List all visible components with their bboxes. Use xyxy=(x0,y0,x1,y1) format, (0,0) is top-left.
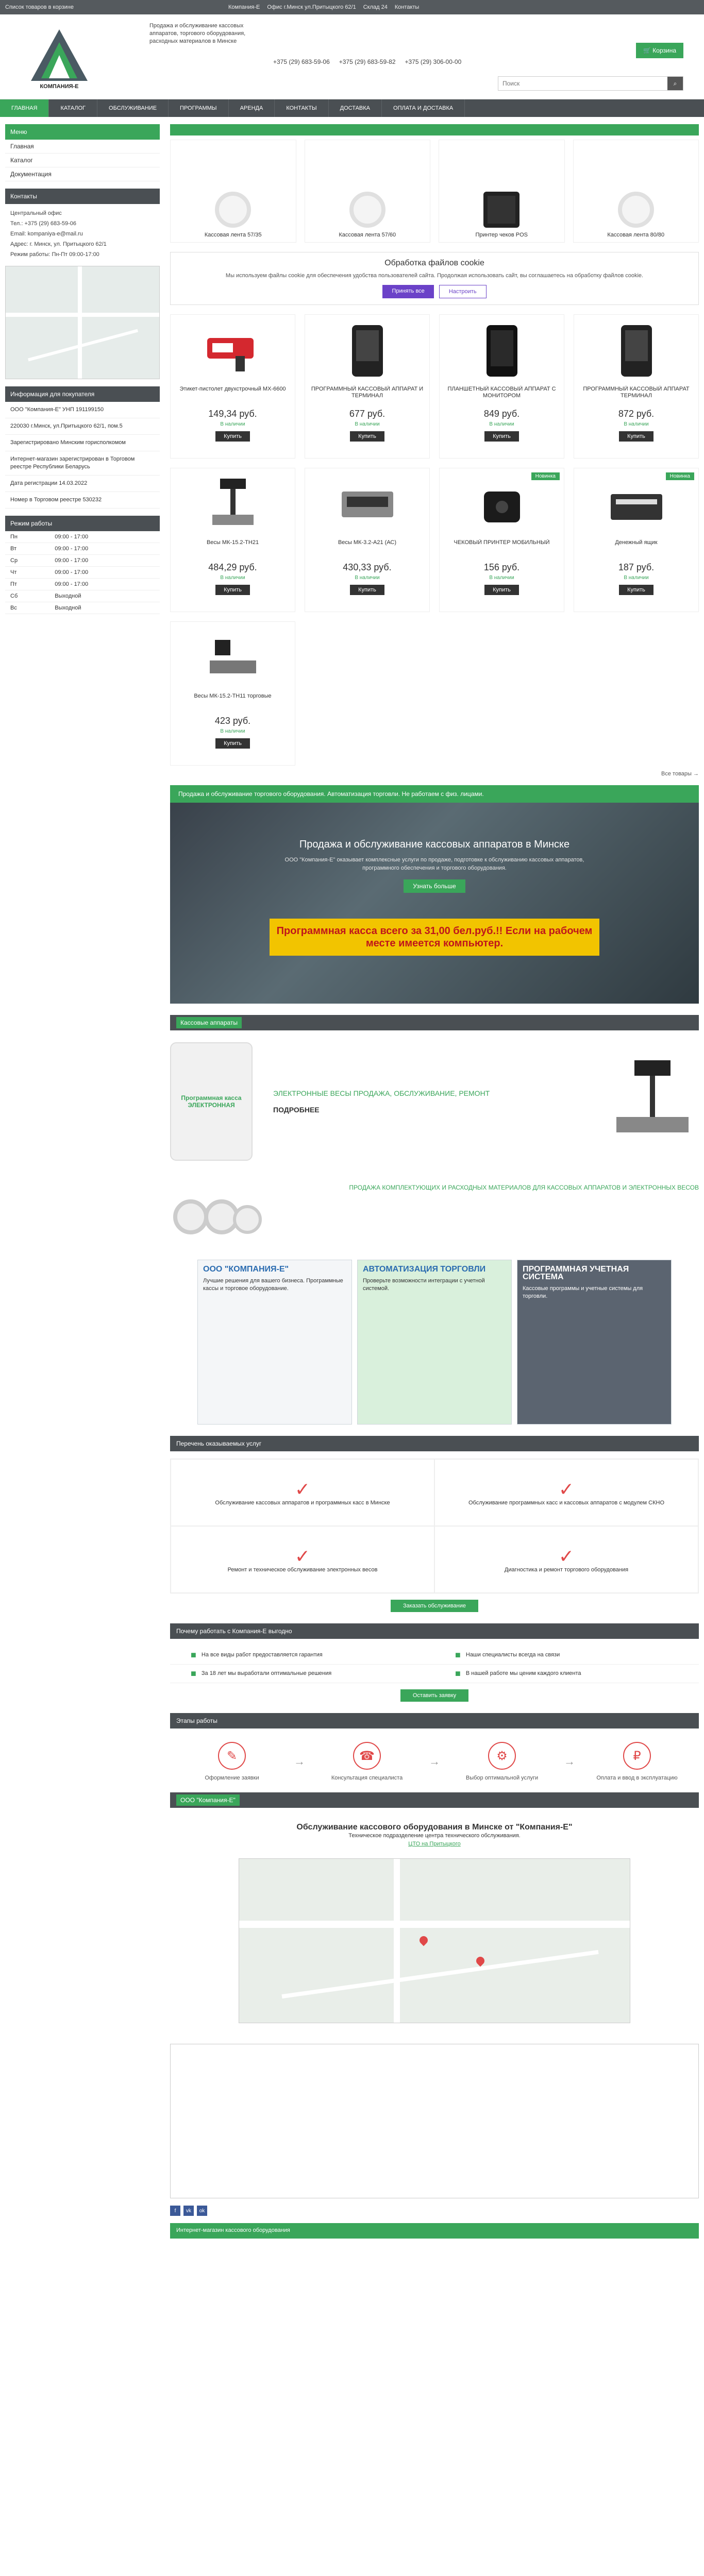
document-icon: ✎ xyxy=(218,1742,246,1770)
sidebar-menu xyxy=(5,124,160,181)
topbar-text: Список товаров в корзине xyxy=(5,4,74,10)
product-card[interactable]: Весы МК-15.2-ТН21 484,29 руб. В наличии Купить xyxy=(170,468,295,612)
map-pin-icon[interactable] xyxy=(418,1935,430,1946)
hours-table: Пн 09:00 - 17:00 Вт 09:00 - 17:00 Ср 09:00 - 17:00 Чт 09:00 - 17:00 Пт 09:00 - 17:00 Сб Выходной Вс Выходной xyxy=(5,531,160,614)
info-item: Зарегистрировано Минским горисполкомом xyxy=(5,435,160,451)
logo-icon xyxy=(28,27,90,83)
step-item: ⚙ Выбор оптимальной услуги xyxy=(461,1742,543,1781)
sidebar-map[interactable] xyxy=(5,266,160,379)
phone[interactable]: +375 (29) 306-00-00 xyxy=(405,58,462,65)
reasons-title: Почему работать с Компания-Е выгодно xyxy=(170,1623,699,1639)
sidebar xyxy=(5,117,160,2239)
page-layout xyxy=(0,117,704,2239)
ad-card[interactable]: АВТОМАТИЗАЦИЯ ТОРГОВЛИ Проверьте возможности интеграции с учетной системой. xyxy=(357,1260,512,1425)
search-icon[interactable]: ⌕ xyxy=(667,77,683,90)
social-links xyxy=(170,2206,699,2216)
gear-icon: ⚙ xyxy=(488,1742,516,1770)
section-title: Кассовые аппараты xyxy=(170,1015,699,1030)
step-item: ₽ Оплата и ввод в эксплуатацию xyxy=(596,1742,678,1781)
location-map[interactable] xyxy=(239,1858,630,2023)
reason-item: ■ На все виды работ предоставляется гарантия xyxy=(170,1646,434,1665)
product-card[interactable]: Новинка ЧЕКОВЫЙ ПРИНТЕР МОБИЛЬНЫЙ 156 руб. В наличии Купить xyxy=(439,468,564,612)
cookie-settings-button[interactable]: Настроить xyxy=(439,285,487,298)
nav-item[interactable]: КОНТАКТЫ xyxy=(275,99,328,117)
about-text: Техническое подразделение центра технического обслуживания. xyxy=(348,1833,521,1839)
buy-button[interactable]: Купить xyxy=(619,585,653,595)
check-icon: ✓ xyxy=(558,1546,575,1567)
services-title: Перечень оказываемых услуг xyxy=(170,1436,699,1451)
hero-title: Продажа и обслуживание кассовых аппаратов в Минске xyxy=(299,839,570,850)
scale-icon xyxy=(202,627,264,689)
hero-button[interactable]: Узнать больше xyxy=(404,879,465,893)
category-row xyxy=(170,140,699,243)
tablet-pos-icon xyxy=(471,320,533,382)
header-description: Продажа и обслуживание кассовых аппаратов, торгового оборудования, расходных материалов в Минске xyxy=(149,23,246,44)
nav-item[interactable]: АРЕНДА xyxy=(229,99,275,117)
topbar xyxy=(0,0,704,14)
nav-item[interactable]: ОБСЛУЖИВАНИЕ xyxy=(97,99,169,117)
reason-item: ■ Наши специалисты всегда на связи xyxy=(434,1646,699,1665)
contacts-title: Контакты xyxy=(5,189,160,204)
ad-card[interactable]: ООО "КОМПАНИЯ-Е" Лучшие решения для вашего бизнеса. Программные кассы и торговое оборудование. xyxy=(197,1260,352,1425)
buy-button[interactable]: Купить xyxy=(619,431,653,442)
check-icon: ✓ xyxy=(558,1479,575,1500)
reason-item: ■ За 18 лет мы выработали оптимальные решения xyxy=(170,1665,434,1683)
step-item: ☎ Консультация специалиста xyxy=(326,1742,408,1781)
scale-icon xyxy=(337,473,398,535)
category-card[interactable]: Принтер чеков POS xyxy=(439,140,565,243)
order-service-button[interactable]: Заказать обслуживание xyxy=(391,1600,478,1612)
paper-roll-icon xyxy=(215,192,251,228)
product-card[interactable]: Весы МК-15.2-ТН11 торговые 423 руб. В наличии Купить xyxy=(170,621,295,766)
contact-line: Центральный офис xyxy=(10,210,62,216)
phone-icon: ☎ xyxy=(353,1742,381,1770)
contact-line: Режим работы: Пн-Пт 09:00-17:00 xyxy=(10,251,99,258)
header-phones xyxy=(273,58,461,65)
buy-button[interactable]: Купить xyxy=(484,431,519,442)
vk-icon[interactable]: vk xyxy=(183,2206,194,2216)
product-card[interactable]: Новинка Денежный ящик 187 руб. В наличии Купить xyxy=(574,468,699,612)
header xyxy=(0,14,704,99)
buy-button[interactable]: Купить xyxy=(350,431,384,442)
cart-label: Корзина xyxy=(652,47,676,54)
contact-line: Адрес: г. Минск, ул. Притыцкого 62/1 xyxy=(10,241,107,247)
check-icon: ✓ xyxy=(294,1546,311,1567)
sidebar-item[interactable]: Документация xyxy=(5,167,160,181)
info-list xyxy=(5,402,160,509)
top-link[interactable]: Контакты xyxy=(394,4,420,10)
scale-icon xyxy=(202,473,264,535)
search-box xyxy=(498,76,683,91)
green-bar: Интернет-магазин кассового оборудования xyxy=(170,2223,699,2239)
pos-terminal-icon xyxy=(606,320,667,382)
category-card[interactable]: Кассовая лента 57/60 xyxy=(305,140,431,243)
receipt-printer-icon xyxy=(471,473,533,535)
top-link[interactable]: Склад 24 xyxy=(363,4,388,10)
pos-terminal-icon xyxy=(337,320,398,382)
paper-rolls-icon xyxy=(170,1191,263,1243)
top-links xyxy=(228,4,419,10)
about-title: Обслуживание кассового оборудования в Минске от "Компания-Е" xyxy=(296,1823,573,1832)
service-item: ✓ Диагностика и ремонт торгового оборудования xyxy=(434,1526,698,1593)
main-content xyxy=(160,117,699,2239)
top-link[interactable]: Офис г.Минск ул.Притыцкого 62/1 xyxy=(267,4,356,10)
buy-button[interactable]: Купить xyxy=(484,585,519,595)
cookie-text: Мы используем файлы cookie для обеспечения удобства пользователей сайта. Продолжая использовать сайт, вы соглашаетесь на обработку файлов cookie. xyxy=(225,273,644,279)
search-input[interactable] xyxy=(498,77,667,90)
info-item: ООО "Компания-Е" УНП 191199150 xyxy=(5,402,160,418)
reasons-grid xyxy=(170,1646,699,1683)
product-card[interactable]: Этикет-пистолет двухстрочный MX-6600 149,34 руб. В наличии Купить xyxy=(170,314,295,459)
service-item: ✓ Ремонт и техническое обслуживание электронных весов xyxy=(171,1526,434,1593)
product-card[interactable]: ПЛАНШЕТНЫЙ КАССОВЫЙ АППАРАТ С МОНИТОРОМ 849 руб. В наличии Купить xyxy=(439,314,564,459)
all-products-link[interactable]: Все товары → xyxy=(661,771,699,777)
category-card[interactable]: Кассовая лента 80/80 xyxy=(573,140,699,243)
services-grid xyxy=(170,1459,699,1594)
phone[interactable]: +375 (29) 683-59-82 xyxy=(339,58,396,65)
scale-icon xyxy=(606,1055,699,1148)
hours-title: Режим работы xyxy=(5,516,160,531)
nav-item[interactable]: ОПЛАТА И ДОСТАВКА xyxy=(382,99,465,117)
info-title: Информация для покупателя xyxy=(5,386,160,402)
steps-title: Этапы работы xyxy=(170,1713,699,1728)
hero-text: ООО "Компания-Е" оказывает комплексные услуги по продаже, подготовке к обслуживанию кассовых аппаратов, программного обеспечения и торгового оборудования. xyxy=(284,857,584,871)
feature-links xyxy=(273,1089,490,1114)
product-card[interactable]: ПРОГРАММНЫЙ КАССОВЫЙ АППАРАТ ТЕРМИНАЛ 872 руб. В наличии Купить xyxy=(574,314,699,459)
printer-icon xyxy=(483,192,519,228)
feature-scales xyxy=(170,1040,699,1163)
buy-button[interactable]: Купить xyxy=(215,431,250,442)
map-pin-icon[interactable] xyxy=(475,1955,487,1967)
ok-icon[interactable]: ok xyxy=(197,2206,207,2216)
product-card[interactable]: Весы МК-3.2-А21 (АС) 430,33 руб. В наличии Купить xyxy=(305,468,430,612)
scales-link[interactable]: ЭЛЕКТРОННЫЕ ВЕСЫ ПРОДАЖА, ОБСЛУЖИВАНИЕ, РЕМОНТ xyxy=(273,1089,490,1097)
top-link[interactable]: Компания-Е xyxy=(228,4,260,10)
cash-drawer-icon xyxy=(606,473,667,535)
cart-button[interactable] xyxy=(636,43,683,58)
paper-roll-icon xyxy=(618,192,654,228)
company-title: ООО "Компания-Е" xyxy=(170,1792,699,1808)
arrow-icon: → xyxy=(294,1755,305,1768)
embedded-form[interactable] xyxy=(170,2044,699,2198)
nav-item[interactable]: ПРОГРАММЫ xyxy=(169,99,229,117)
info-item: Номер в Торговом реестре 530232 xyxy=(5,492,160,509)
bullet-icon: ■ xyxy=(191,1668,196,1679)
logo-text: КОМПАНИЯ-Е xyxy=(40,83,79,90)
sidebar-item[interactable]: Каталог xyxy=(5,154,160,167)
new-badge: Новинка xyxy=(666,472,694,480)
nav-item[interactable]: ДОСТАВКА xyxy=(329,99,382,117)
promo-banner: Продажа и обслуживание торгового оборудования. Автоматизация торговли. Не работаем с физ. лицами. xyxy=(170,785,699,803)
buy-button[interactable]: Купить xyxy=(215,585,250,595)
more-link[interactable]: ПОДРОБНЕЕ xyxy=(273,1106,320,1114)
leave-request-button[interactable]: Оставить заявку xyxy=(400,1689,468,1702)
hero-promo: Программная касса всего за 31,00 бел.руб.!! Если на рабочем месте имеется компьютер. xyxy=(270,919,599,956)
ad-grid xyxy=(170,1260,699,1425)
contacts xyxy=(5,204,160,266)
service-item: ✓ Обслуживание кассовых аппаратов и программных касс в Минске xyxy=(171,1459,434,1526)
category-card[interactable]: Кассовая лента 57/35 xyxy=(170,140,296,243)
about-link[interactable]: ЦТО на Притыцкого xyxy=(408,1841,461,1847)
arrow-icon: → xyxy=(564,1755,575,1768)
bullet-icon: ■ xyxy=(455,1668,461,1679)
phone-promo: Программная касса ЭЛЕКТРОННАЯ xyxy=(170,1042,253,1161)
paper-roll-icon xyxy=(349,192,385,228)
rolls-title: ПРОДАЖА КОМПЛЕКТУЮЩИХ И РАСХОДНЫХ МАТЕРИАЛОВ ДЛЯ КАССОВЫХ АППАРАТОВ И ЭЛЕКТРОННЫХ ВЕСОВ xyxy=(349,1184,699,1191)
buy-button[interactable]: Купить xyxy=(350,585,384,595)
nav-item[interactable]: КАТАЛОГ xyxy=(49,99,97,117)
buy-button[interactable]: Купить xyxy=(215,738,250,749)
facebook-icon[interactable]: f xyxy=(170,2206,180,2216)
slider-bar xyxy=(170,124,699,135)
contact-line[interactable]: Email: kompaniya-e@mail.ru xyxy=(10,231,83,237)
contact-line[interactable]: Тел.: +375 (29) 683-59-06 xyxy=(10,221,77,227)
product-card[interactable]: ПРОГРАММНЫЙ КАССОВЫЙ АППАРАТ И ТЕРМИНАЛ 677 руб. В наличии Купить xyxy=(305,314,430,459)
bullet-icon: ■ xyxy=(191,1650,196,1660)
service-item: ✓ Обслуживание программных касс и кассовых аппаратов с модулем СКНО xyxy=(434,1459,698,1526)
steps xyxy=(170,1742,699,1781)
sidebar-menu-title: Меню xyxy=(5,124,160,140)
info-item: 220030 г.Минск, ул.Притыцкого 62/1, пом.5 xyxy=(5,418,160,435)
info-item: Дата регистрации 14.03.2022 xyxy=(5,476,160,492)
cookie-title: Обработка файлов cookie xyxy=(384,259,484,267)
bullet-icon: ■ xyxy=(455,1650,461,1660)
product-grid xyxy=(170,314,699,766)
main-nav xyxy=(0,99,704,117)
cookie-accept-button[interactable]: Принять все xyxy=(382,285,433,298)
info-item: Интернет-магазин зарегистрирован в Торговом реестре Республики Беларусь xyxy=(5,451,160,476)
price-gun-icon xyxy=(202,320,264,382)
logo[interactable] xyxy=(10,22,108,94)
hero xyxy=(170,803,699,1004)
ad-card[interactable]: ПРОГРАММНАЯ УЧЕТНАЯ СИСТЕМА Кассовые программы и учетные системы для торговли. xyxy=(517,1260,672,1425)
about xyxy=(170,1823,699,1848)
reason-item: ■ В нашей работе мы ценим каждого клиента xyxy=(434,1665,699,1683)
cookie-banner xyxy=(170,252,699,305)
arrow-icon: → xyxy=(429,1755,440,1768)
wallet-icon: ₽ xyxy=(623,1742,651,1770)
step-item: ✎ Оформление заявки xyxy=(191,1742,273,1781)
sidebar-item[interactable]: Главная xyxy=(5,140,160,154)
new-badge: Новинка xyxy=(531,472,560,480)
check-icon: ✓ xyxy=(294,1479,311,1500)
phone[interactable]: +375 (29) 683-59-06 xyxy=(273,58,330,65)
cart-icon: 🛒 xyxy=(643,47,653,54)
nav-item[interactable]: ГЛАВНАЯ xyxy=(0,99,49,117)
